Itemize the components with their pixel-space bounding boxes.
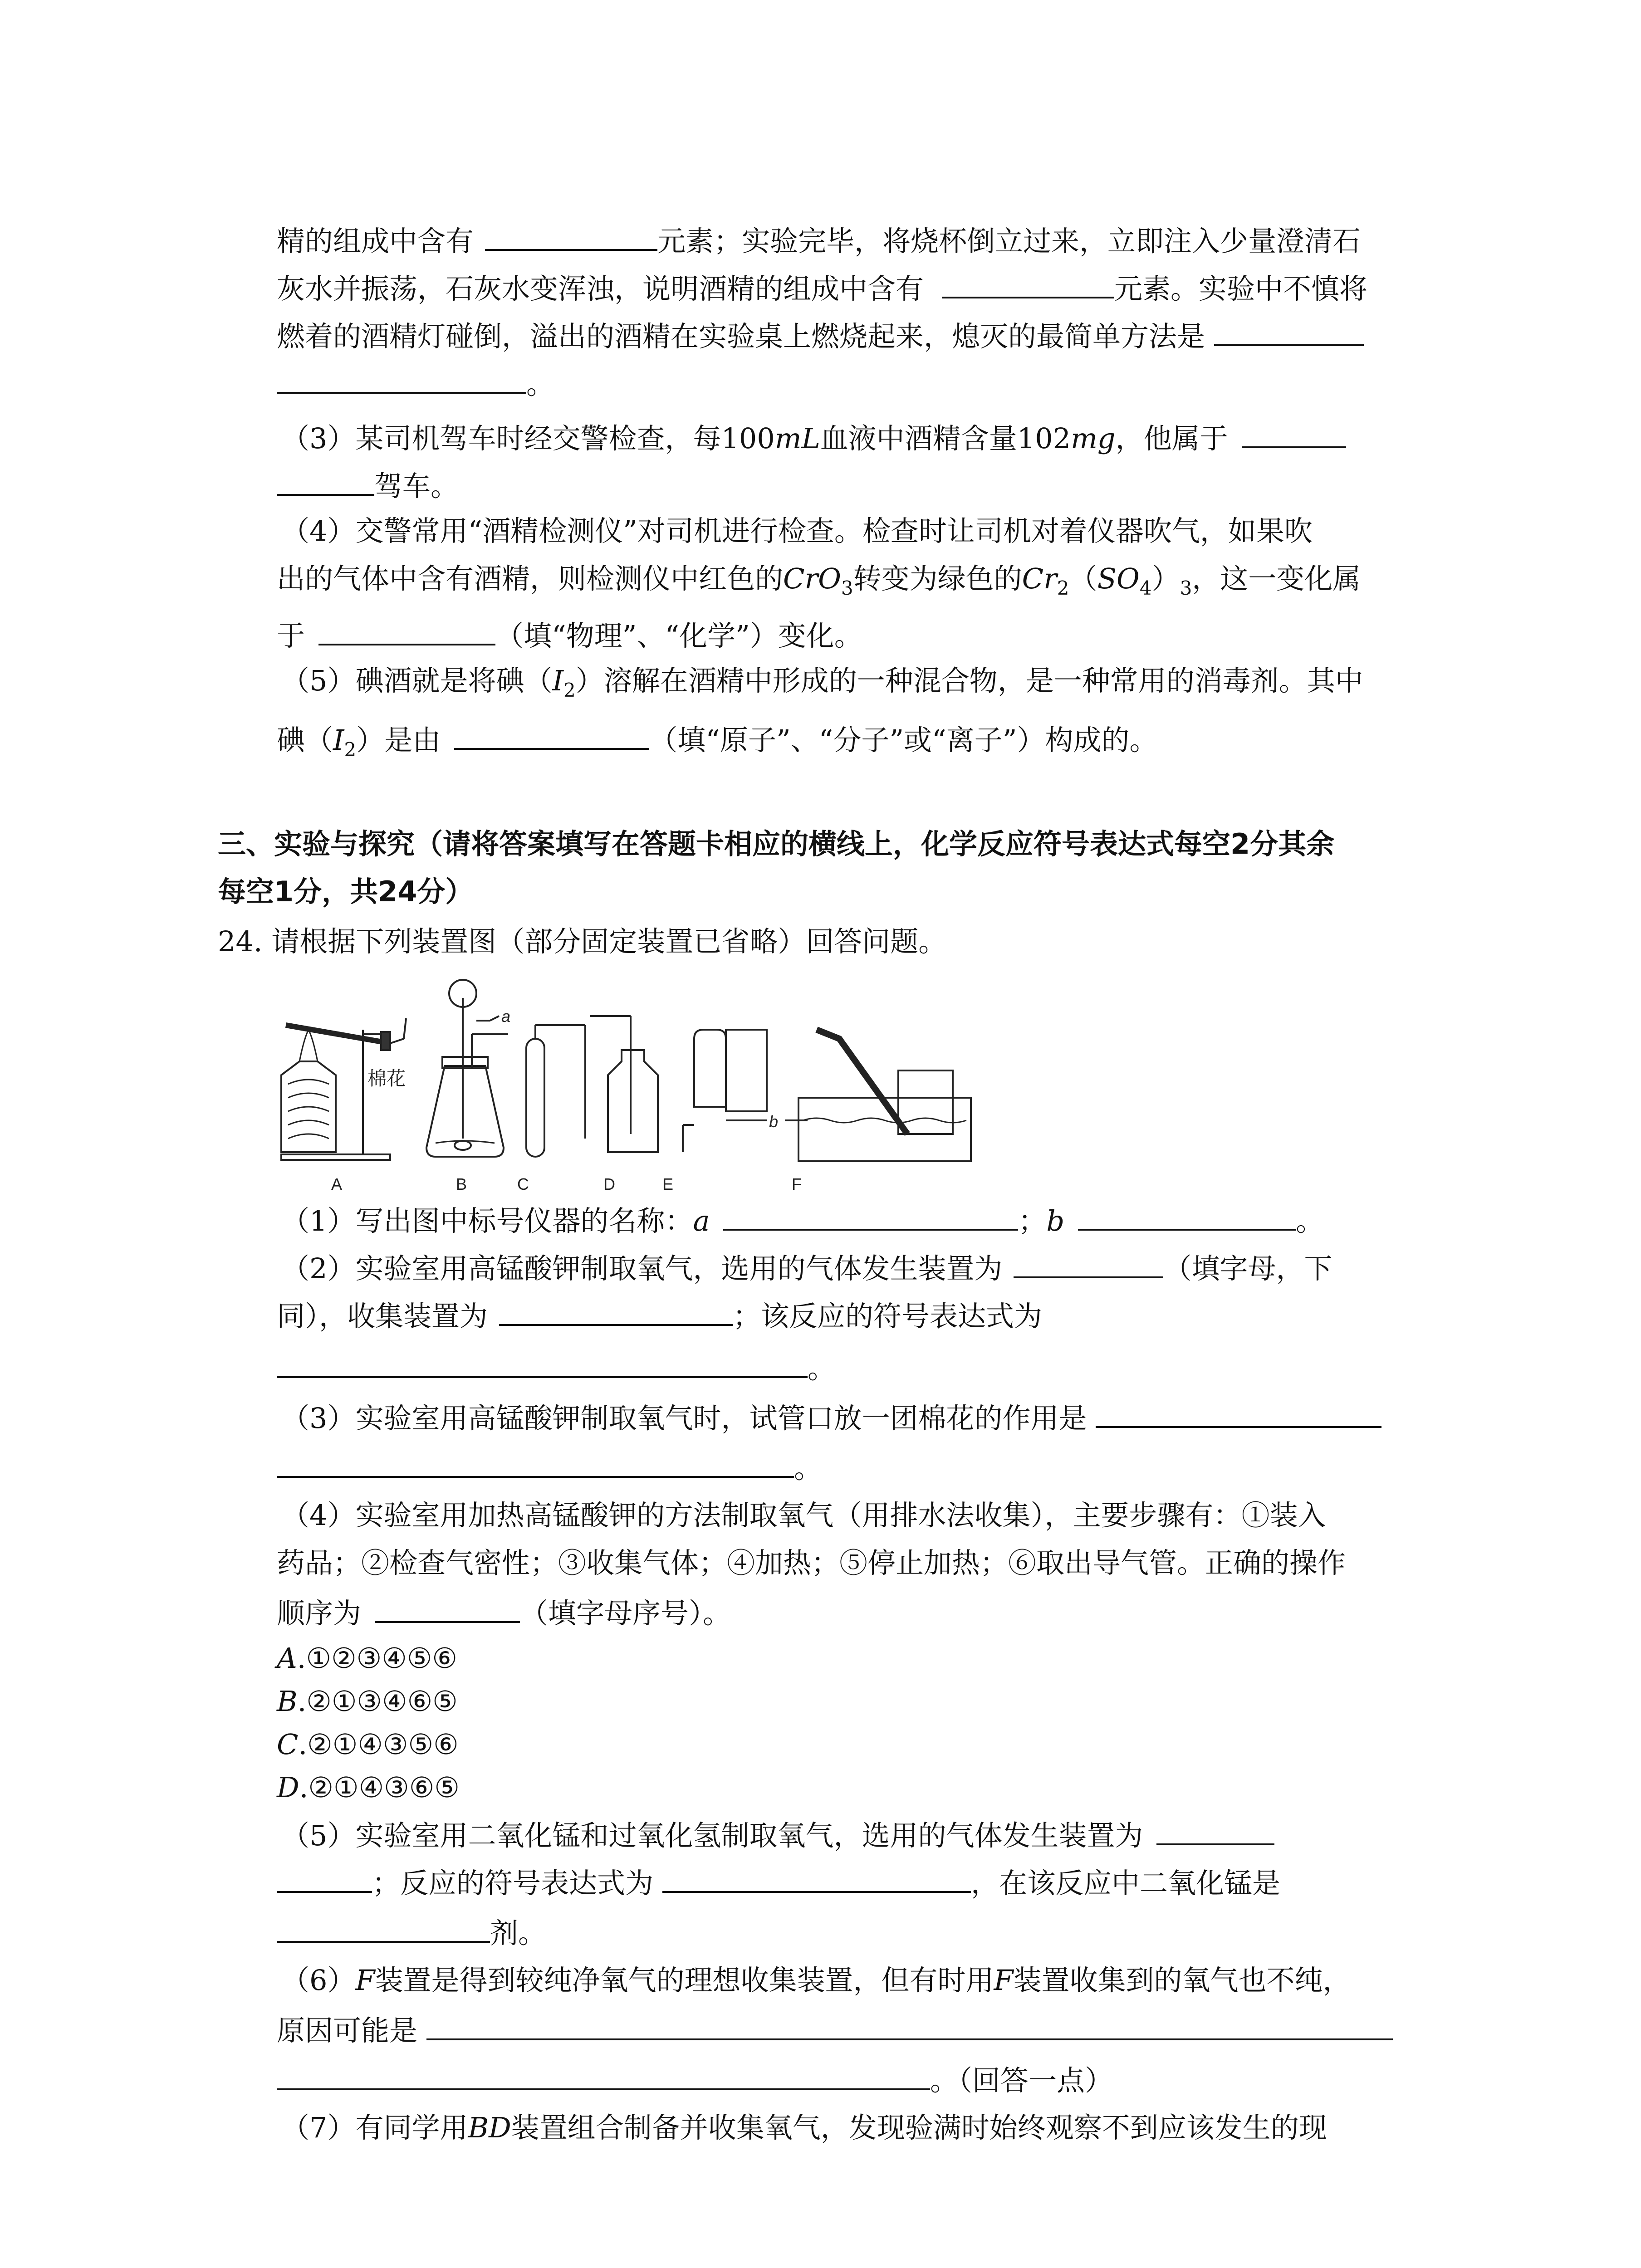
text: ； <box>1018 1204 1047 1237</box>
text: （5）实验室用二氧化锰和过氧化氢制取氧气，选用的气体发生装置为 <box>281 1819 1143 1852</box>
label-BD: BD <box>468 2111 511 2144</box>
subscript: 2 <box>344 738 357 761</box>
answer-blank-b[interactable] <box>1078 1204 1296 1231</box>
text: 同），收集装置为 <box>277 1300 488 1333</box>
section-heading <box>218 827 1335 860</box>
text: （填“原子”、“分子”或“离子”）构成的。 <box>649 723 1158 757</box>
text: （3）实验室用高锰酸钾制取氧气时，试管口放一团棉花的作用是 <box>281 1402 1087 1435</box>
label-b: b <box>1046 1204 1065 1237</box>
option-letter: D <box>277 1771 299 1804</box>
text: （5）碘酒就是将碘（ <box>281 664 553 697</box>
answer-blank[interactable] <box>277 1352 808 1378</box>
option-a[interactable] <box>277 1642 457 1675</box>
q24-part-5-line-1 <box>281 1819 1274 1850</box>
answer-blank[interactable] <box>277 1916 490 1943</box>
text: 碘（ <box>277 723 333 757</box>
text: 原因可能是 <box>277 2014 418 2047</box>
q24-part-7-line-1 <box>281 2111 1327 2144</box>
text: ；该反应的符号表达式为 <box>733 1300 1043 1333</box>
question-3-line-2 <box>277 469 459 503</box>
answer-blank[interactable] <box>277 2064 930 2090</box>
answer-blank[interactable] <box>375 1597 520 1623</box>
text: （填“物理”、“化学”）变化。 <box>495 619 862 652</box>
text: 于 <box>277 619 305 652</box>
answer-blank[interactable] <box>942 272 1114 298</box>
subscript: 2 <box>1057 577 1069 599</box>
text: 装置组合制备并收集氧气，发现验满时始终观察不到应该发生的现 <box>511 2111 1327 2144</box>
subscript: 4 <box>1139 577 1152 599</box>
text: 装置是得到较纯净氧气的理想收集装置，但有时用 <box>375 1964 994 1997</box>
text: （7）有同学用 <box>281 2111 468 2144</box>
q24-part-4-line-3 <box>277 1597 731 1628</box>
figure-label-A: A <box>331 1175 343 1193</box>
unit: mL <box>774 422 820 455</box>
answer-blank-a[interactable] <box>723 1204 1018 1231</box>
question-24-stem <box>218 925 947 958</box>
figure-label-D: D <box>603 1175 615 1193</box>
option-text: .①②③④⑤⑥ <box>297 1642 457 1675</box>
answer-blank[interactable] <box>1156 1819 1274 1845</box>
answer-blank[interactable] <box>277 1867 372 1893</box>
text: ，他属于 <box>1115 422 1228 455</box>
option-c[interactable] <box>277 1730 459 1759</box>
label-F: F <box>355 1964 375 1997</box>
label-F: F <box>994 1964 1014 1997</box>
q24-part-2-line-3 <box>277 1352 836 1383</box>
cotton-label: 棉花 <box>367 1068 406 1089</box>
q24-part-2-line-2 <box>277 1300 1043 1333</box>
answer-blank[interactable] <box>318 619 495 645</box>
answer-blank[interactable] <box>277 367 526 394</box>
text: ）是由 <box>356 723 441 757</box>
answer-blank[interactable] <box>1014 1252 1163 1278</box>
text: （2）实验室用高锰酸钾制取氧气，选用的气体发生装置为 <box>281 1252 1003 1285</box>
option-letter: A <box>277 1642 297 1675</box>
text: 装置收集到的氧气也不纯， <box>1013 1964 1351 1997</box>
q24-part-4-line-2 <box>277 1546 1346 1579</box>
section-heading-line-2 <box>218 875 474 908</box>
q24-part-3-line-2 <box>277 1452 823 1485</box>
stand-base <box>281 1154 390 1160</box>
text: 元素；实验完毕，将烧杯倒立过来，立即注入少量澄清石 <box>657 225 1361 258</box>
mark-b-label: b <box>769 1112 779 1131</box>
formula: I <box>333 723 344 757</box>
formula: Cr <box>1022 562 1057 595</box>
text: （6） <box>281 1964 356 1997</box>
question-5-line-1 <box>281 664 1363 701</box>
formula: CrO <box>783 562 841 595</box>
question-5-line-2 <box>277 723 1157 759</box>
mark-a-label: a <box>501 1007 511 1026</box>
text-line <box>277 367 555 401</box>
text: ）溶解在酒精中形成的一种混合物，是一种常用的消毒剂。其中 <box>575 664 1363 697</box>
text: 。 <box>1296 1204 1324 1237</box>
q24-part-6-line-1 <box>281 1964 1351 1997</box>
figure-label-F: F <box>792 1175 802 1193</box>
option-text: .②①④③⑥⑤ <box>299 1771 460 1804</box>
option-d[interactable] <box>277 1771 460 1804</box>
text: （4）交警常用“酒精检测仪”对司机进行检查。检查时让司机对着仪器吹气，如果吹 <box>281 514 1313 547</box>
text: 。 <box>526 367 555 401</box>
text: 灰水并振荡，石灰水变浑浊，说明酒精的组成中含有 <box>277 272 924 305</box>
q24-part-5-line-3 <box>277 1916 547 1950</box>
text: ） <box>1151 562 1180 595</box>
question-4-line-2 <box>277 562 1361 599</box>
section-title: 三、实验与探究（请将答案填写在答题卡相应的横线上，化学反应符号表达式每空2分其余 <box>218 827 1335 860</box>
text: （ <box>1069 562 1097 595</box>
text: ，在该反应中二氧化锰是 <box>971 1867 1281 1900</box>
text: ，这一变化属 <box>1192 562 1361 595</box>
q24-part-6-line-3 <box>277 2064 1113 2095</box>
number: 102 <box>1017 422 1071 455</box>
question-3-line-1 <box>281 422 1346 453</box>
text: 。 <box>808 1352 836 1385</box>
text: （4）实验室用加热高锰酸钾的方法制取氧气（用排水法收集），主要步骤有：①装入 <box>281 1499 1326 1532</box>
q24-part-2-line-1 <box>281 1252 1332 1283</box>
text: 出的气体中含有酒精，则检测仪中红色的 <box>277 562 784 595</box>
subscript: 3 <box>1180 577 1192 599</box>
question-4-line-1 <box>281 514 1313 547</box>
formula: SO <box>1097 562 1140 595</box>
text: 转变为绿色的 <box>853 562 1022 595</box>
number: 100 <box>721 422 775 455</box>
text: （1）写出图中标号仪器的名称： <box>281 1204 693 1237</box>
text: 24. 请根据下列装置图（部分固定装置已省略）回答问题。 <box>218 925 947 958</box>
q24-part-1 <box>281 1204 1324 1235</box>
label-a: a <box>693 1204 710 1237</box>
text: 燃着的酒精灯碰倒，溢出的酒精在实验桌上燃烧起来，熄灭的最简单方法是 <box>277 320 1205 353</box>
subscript: 3 <box>841 577 853 599</box>
answer-blank[interactable] <box>454 723 649 750</box>
q24-part-6-line-2 <box>277 2014 1393 2045</box>
q24-part-4-line-1 <box>281 1501 1326 1530</box>
text: 顺序为 <box>277 1597 362 1630</box>
section-title: 每空1分，共24分） <box>218 875 474 908</box>
answer-blank[interactable] <box>485 225 657 251</box>
answer-blank[interactable] <box>277 469 374 496</box>
answer-blank[interactable] <box>1242 422 1346 448</box>
text: （填字母序号）。 <box>520 1597 731 1630</box>
answer-blank[interactable] <box>1214 320 1364 346</box>
text-line <box>277 272 1367 303</box>
text: 。（回答一点） <box>930 2064 1113 2097</box>
subscript: 2 <box>563 679 576 701</box>
text: （填字母，下 <box>1163 1252 1332 1285</box>
figure-label-E: E <box>662 1175 674 1193</box>
text: （3）某司机驾车时经交警检查，每 <box>281 422 721 455</box>
unit: mg <box>1071 422 1116 455</box>
option-letter: B <box>277 1685 298 1718</box>
figure-label-C: C <box>517 1175 529 1193</box>
formula: I <box>552 664 563 697</box>
answer-blank[interactable] <box>499 1300 733 1326</box>
text: 元素。实验中不慎将 <box>1114 272 1368 305</box>
text: ；反应的符号表达式为 <box>372 1867 654 1900</box>
text: 药品；②检查气密性；③收集气体；④加热；⑤停止加热；⑥取出导气管。正确的操作 <box>277 1546 1346 1579</box>
apparatus-figure <box>272 971 1157 1198</box>
option-b[interactable] <box>277 1687 458 1716</box>
option-text: .②①③④⑥⑤ <box>297 1685 458 1718</box>
answer-blank[interactable] <box>426 2014 1393 2040</box>
text: 血液中酒精含量 <box>820 422 1017 455</box>
text-line <box>277 320 1364 351</box>
figure-label-B: B <box>456 1175 467 1193</box>
question-4-line-3 <box>277 619 862 650</box>
text: 驾车。 <box>374 469 459 503</box>
answer-blank[interactable] <box>277 1452 794 1478</box>
text: 精的组成中含有 <box>277 225 474 258</box>
q24-part-3-line-1 <box>281 1402 1381 1435</box>
text-line <box>277 225 1361 258</box>
option-text: .②①④③⑤⑥ <box>298 1728 459 1761</box>
text: 。 <box>794 1452 823 1485</box>
answer-blank[interactable] <box>1096 1402 1381 1428</box>
text: 剂。 <box>490 1916 547 1950</box>
option-letter: C <box>277 1728 299 1761</box>
answer-blank[interactable] <box>662 1867 971 1893</box>
q24-part-5-line-2 <box>277 1867 1281 1900</box>
